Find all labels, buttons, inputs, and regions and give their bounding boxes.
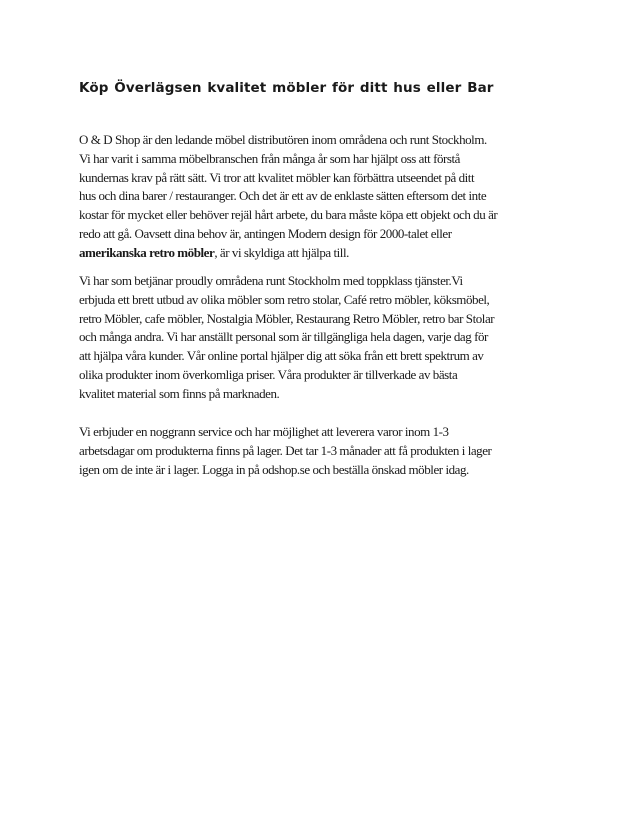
paragraph-line: kvalitet material som finns på marknaden. [79, 385, 280, 401]
paragraph-line: att hjälpa våra kunder. Vår online portal hjälper dig att söka från ett brett spektrum av [79, 348, 484, 364]
paragraph-line: Vi har som betjänar proudly områdena runt Stockholm med toppklass tjänster.Vi [79, 273, 463, 288]
paragraph-line: igen om de inte är i lager. Logga in på odshop.se och beställa önskad möbler idag. [79, 461, 469, 477]
paragraph-line: erbjuda ett brett utbud av olika möbler som retro stolar, Café retro möbler, köksmöbel, [79, 291, 490, 307]
bold-keyword: amerikanska retro möbler [79, 244, 215, 260]
paragraph-delivery [79, 423, 491, 479]
paragraph-line: retro Möbler, cafe möbler, Nostalgia Möbler, Restaurang Retro Möbler, retro bar Stolar [79, 310, 495, 326]
paragraph-line: Vi erbjuder en noggrann service och har möjlighet att leverera varor inom 1-3 [79, 424, 449, 439]
paragraph-line [79, 244, 497, 263]
paragraph-services [79, 272, 494, 404]
paragraph-line: arbetsdagar om produkterna finns på lager. Det tar 1-3 månader att få produkten i lager [79, 442, 492, 458]
paragraph-line: Vi har varit i samma möbelbranschen från många år som har hjälpt oss att förstå [79, 150, 460, 166]
paragraph-line: kundernas krav på rätt sätt. Vi tror att kvalitet möbler kan förbättra utseendet på ditt [79, 169, 475, 185]
paragraph-line: O & D Shop är den ledande möbel distributören inom områdena och runt Stockholm. [79, 132, 487, 147]
paragraph-line: och många andra. Vi har anställt personal som är tillgängliga hela dagen, varje dag för [79, 329, 488, 345]
paragraph-line: hus och dina barer / restauranger. Och det är ett av de enklaste sätten eftersom det inte [79, 188, 487, 204]
paragraph-line: olika produkter inom överkomliga priser. Våra produkter är tillverkade av bästa [79, 366, 458, 382]
paragraph-line: kostar för mycket eller behöver rejäl hårt arbete, du bara måste köpa ett objekt och du är [79, 207, 498, 223]
line-continuation: , är vi skyldiga att hjälpa till. [214, 244, 349, 260]
paragraph-line: redo att gå. Oavsett dina behov är, antingen Modern design för 2000-talet eller [79, 225, 452, 241]
paragraph-intro [79, 131, 497, 263]
document-title: Köp Överlägsen kvalitet möbler för ditt hus eller Bar [79, 80, 494, 96]
